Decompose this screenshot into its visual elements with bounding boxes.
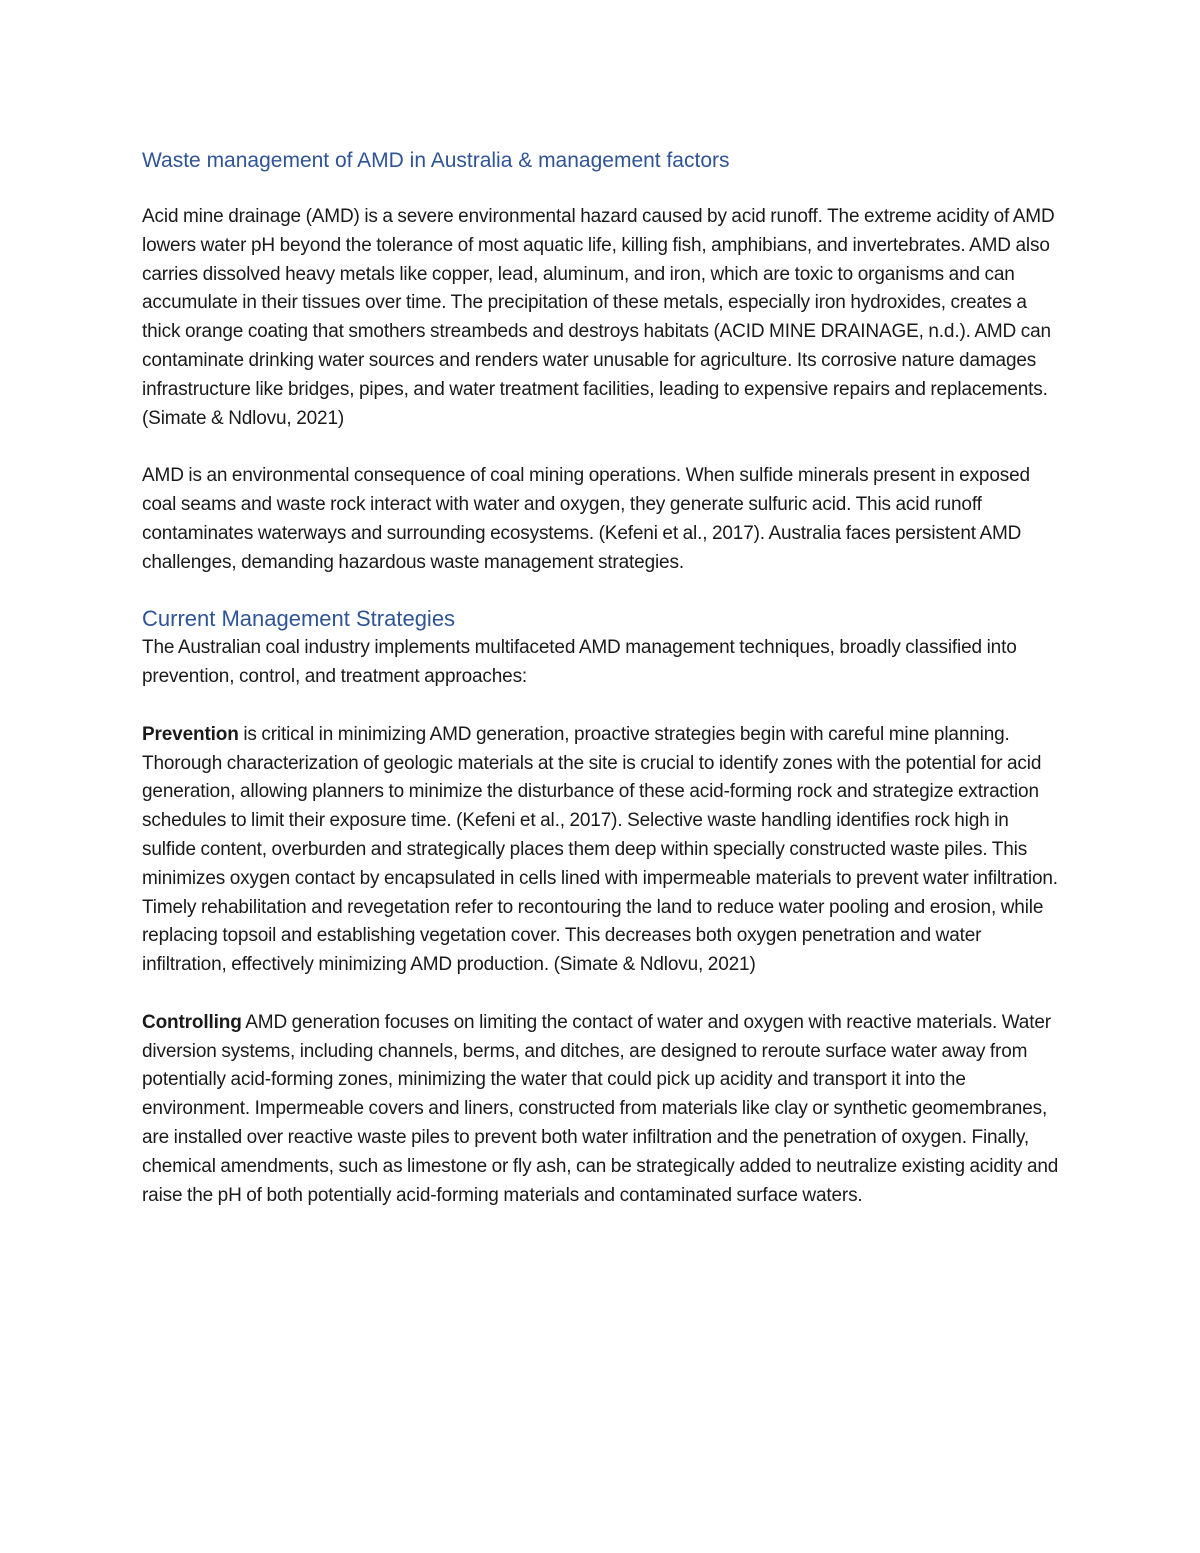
document-title: Waste management of AMD in Australia & management factors xyxy=(142,149,730,172)
intro-paragraph-2: AMD is an environmental consequence of coal mining operations. When sulfide minerals present in exposed coal seams and waste rock interact with water and oxygen, they generate sulfuric acid. This acid runoff contaminates waterways and surrounding ecosystems. (Kefeni et al., 2017). Australia faces persistent AMD challenges, demanding hazardous waste management strategies. xyxy=(142,465,1030,573)
section-heading: Current Management Strategies xyxy=(142,606,456,632)
controlling-paragraph xyxy=(142,1009,1062,1211)
prevention-paragraph xyxy=(142,721,1062,980)
prevention-text: is critical in minimizing AMD generation, proactive strategies begin with careful mine planning. Thorough characterization of geologic materials at the site is crucial to identify zones with the potential for acid generation, allowing planners to minimize the disturbance of these acid-forming rock and strategize extraction schedules to limit their exposure time. (Kefeni et al., 2017). Selective waste handling identifies rock high in sulfide content, overburden and strategically places them deep within specially constructed waste piles. This minimizes oxygen contact by encapsulated in cells lined with impermeable materials to prevent water infiltration. Timely rehabilitation and revegetation refer to recontouring the land to reduce water pooling and erosion, while replacing topsoil and establishing vegetation cover. This decreases both oxygen penetration and water infiltration, effectively minimizing AMD production. (Simate & Ndlovu, 2021) xyxy=(142,723,1058,976)
section-intro-paragraph: The Australian coal industry implements multifaceted AMD management techniques, broadly classified into prevention, control, and treatment approaches: xyxy=(142,637,1017,688)
prevention-lead: Prevention xyxy=(142,723,239,745)
document-page xyxy=(142,146,1062,1210)
intro-paragraph-1: Acid mine drainage (AMD) is a severe environmental hazard caused by acid runoff. The extreme acidity of AMD lowers water pH beyond the tolerance of most aquatic life, killing fish, amphibians, and invertebrates. AMD also carries dissolved heavy metals like copper, lead, aluminum, and iron, which are toxic to organisms and can accumulate in their tissues over time. The precipitation of these metals, especially iron hydroxides, creates a thick orange coating that smothers streambeds and destroys habitats (ACID MINE DRAINAGE, n.d.). AMD can contaminate drinking water sources and renders water unusable for agriculture. Its corrosive nature damages infrastructure like bridges, pipes, and water treatment facilities, leading to expensive repairs and replacements. (Simate & Ndlovu, 2021) xyxy=(142,206,1055,429)
controlling-lead: Controlling xyxy=(142,1011,242,1033)
controlling-text: AMD generation focuses on limiting the contact of water and oxygen with reactive materials. Water diversion systems, including channels, berms, and ditches, are designed to reroute surface water away from potentially acid-forming zones, minimizing the water that could pick up acidity and transport it into the environment. Impermeable covers and liners, constructed from materials like clay or synthetic geomembranes, are installed over reactive waste piles to prevent both water infiltration and the penetration of oxygen. Finally, chemical amendments, such as limestone or fly ash, can be strategically added to neutralize existing acidity and raise the pH of both potentially acid-forming materials and contaminated surface waters. xyxy=(142,1011,1059,1206)
